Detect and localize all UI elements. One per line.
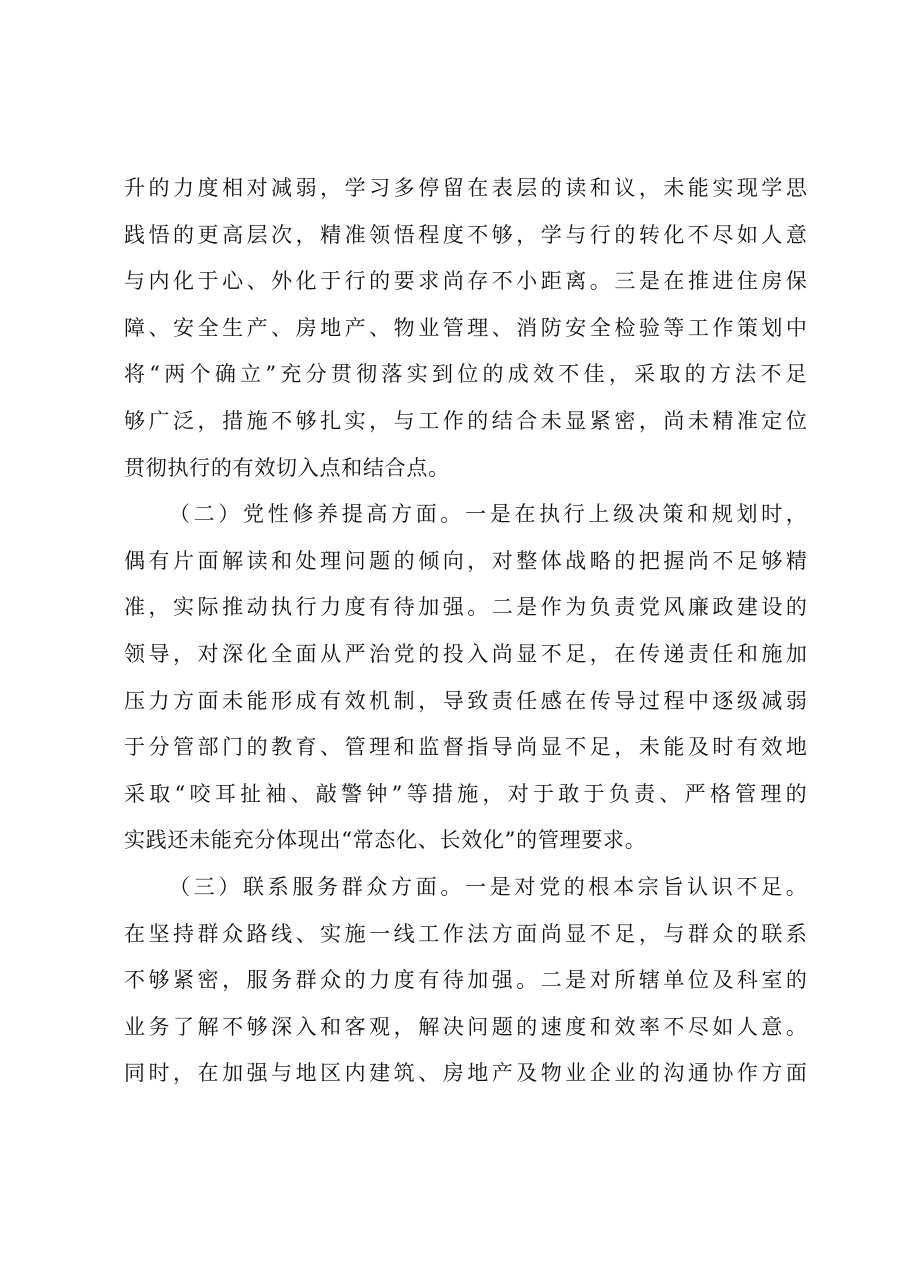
text-line: 升 的 力 度 相 对 减 弱 ， 学 习 多 停 留 在 表 层 的 读 和 议 ， 未 能 实 现 学 思 xyxy=(124,176,807,200)
text-line: 领 导 ， 对 深 化 全 面 从 严 治 党 的 投 入 尚 显 不 足 ， 在 传 递 责 任 和 施 加 xyxy=(124,641,807,666)
text-line: 与 内 化 于 心 、 外 化 于 行 的 要 求 尚 存 不 小 距 离 。 三 是 在 推 进 住 房 保 xyxy=(124,269,807,294)
text-line: 于 分 管 部 门 的 教 育 、 管 理 和 监 督 指 导 尚 显 不 足 ， 未 能 及 时 有 效 地 xyxy=(124,735,807,760)
text-line: 准 ， 实 际 推 动 执 行 力 度 有 待 加 强 。 二 是 作 为 负 责 党 风 廉 政 建 设 的 xyxy=(124,595,807,620)
text-line: 偶 有 片 面 解 读 和 处 理 问 题 的 倾 向 ， 对 整 体 战 略 的 把 握 尚 不 足 够 精 xyxy=(124,548,807,573)
text-line: （ 三 ） 联 系 服 务 群 众 方 面 。 一 是 对 党 的 根 本 宗 旨 认 识 不 足 。 xyxy=(169,874,807,899)
text-line: 障 、 安 全 生 产 、 房 地 产 、 物 业 管 理 、 消 防 安 全 检 验 等 工 作 策 划 中 xyxy=(124,315,807,340)
document-body xyxy=(124,165,807,1097)
text-line: 不 够 紧 密 ， 服 务 群 众 的 力 度 有 待 加 强 。 二 是 对 所 辖 单 位 及 科 室 的 xyxy=(124,968,807,993)
text-line: 践 悟 的 更 高 层 次 ， 精 准 领 悟 程 度 不 够 ， 学 与 行 的 转 化 不 尽 如 人 意 xyxy=(124,222,807,247)
text-line: （ 二 ） 党 性 修 养 提 高 方 面 。 一 是 在 执 行 上 级 决 策 和 规 划 时 ， xyxy=(169,502,807,527)
text-line: 业 务 了 解 不 够 深 入 和 客 观 ， 解 决 问 题 的 速 度 和 效 率 不 尽 如 人 意 。 xyxy=(124,1014,807,1039)
text-line: 够 广 泛 ， 措 施 不 够 扎 实 ， 与 工 作 的 结 合 未 显 紧 密 ， 尚 未 精 准 定 位 xyxy=(124,408,807,433)
text-line: 实 践 还 未 能 充 分 体 现 出 “ 常 态 化 、 长 效 化 ” 的 管 理 要 求 。 xyxy=(124,828,647,853)
text-line: 将 “ 两 个 确 立 ” 充 分 贯 彻 落 实 到 位 的 成 效 不 佳 ， 采 取 的 方 法 不 足 xyxy=(124,362,807,387)
text-line: 采 取 “ 咬 耳 扯 袖 、 敲 警 钟 ” 等 措 施 ， 对 于 敢 于 负 责 、 严 格 管 理 的 xyxy=(124,781,807,806)
text-line: 在 坚 持 群 众 路 线 、 实 施 一 线 工 作 法 方 面 尚 显 不 足 ， 与 群 众 的 联 系 xyxy=(124,921,807,946)
text-line: 同 时 ， 在 加 强 与 地 区 内 建 筑 、 房 地 产 及 物 业 企 业 的 沟 通 协 作 方 面 xyxy=(124,1061,807,1086)
text-line: 压 力 方 面 未 能 形 成 有 效 机 制 ， 导 致 责 任 感 在 传 导 过 程 中 逐 级 减 弱 xyxy=(124,688,807,713)
text-line: 贯 彻 执 行 的 有 效 切 入 点 和 结 合 点 。 xyxy=(124,455,450,480)
